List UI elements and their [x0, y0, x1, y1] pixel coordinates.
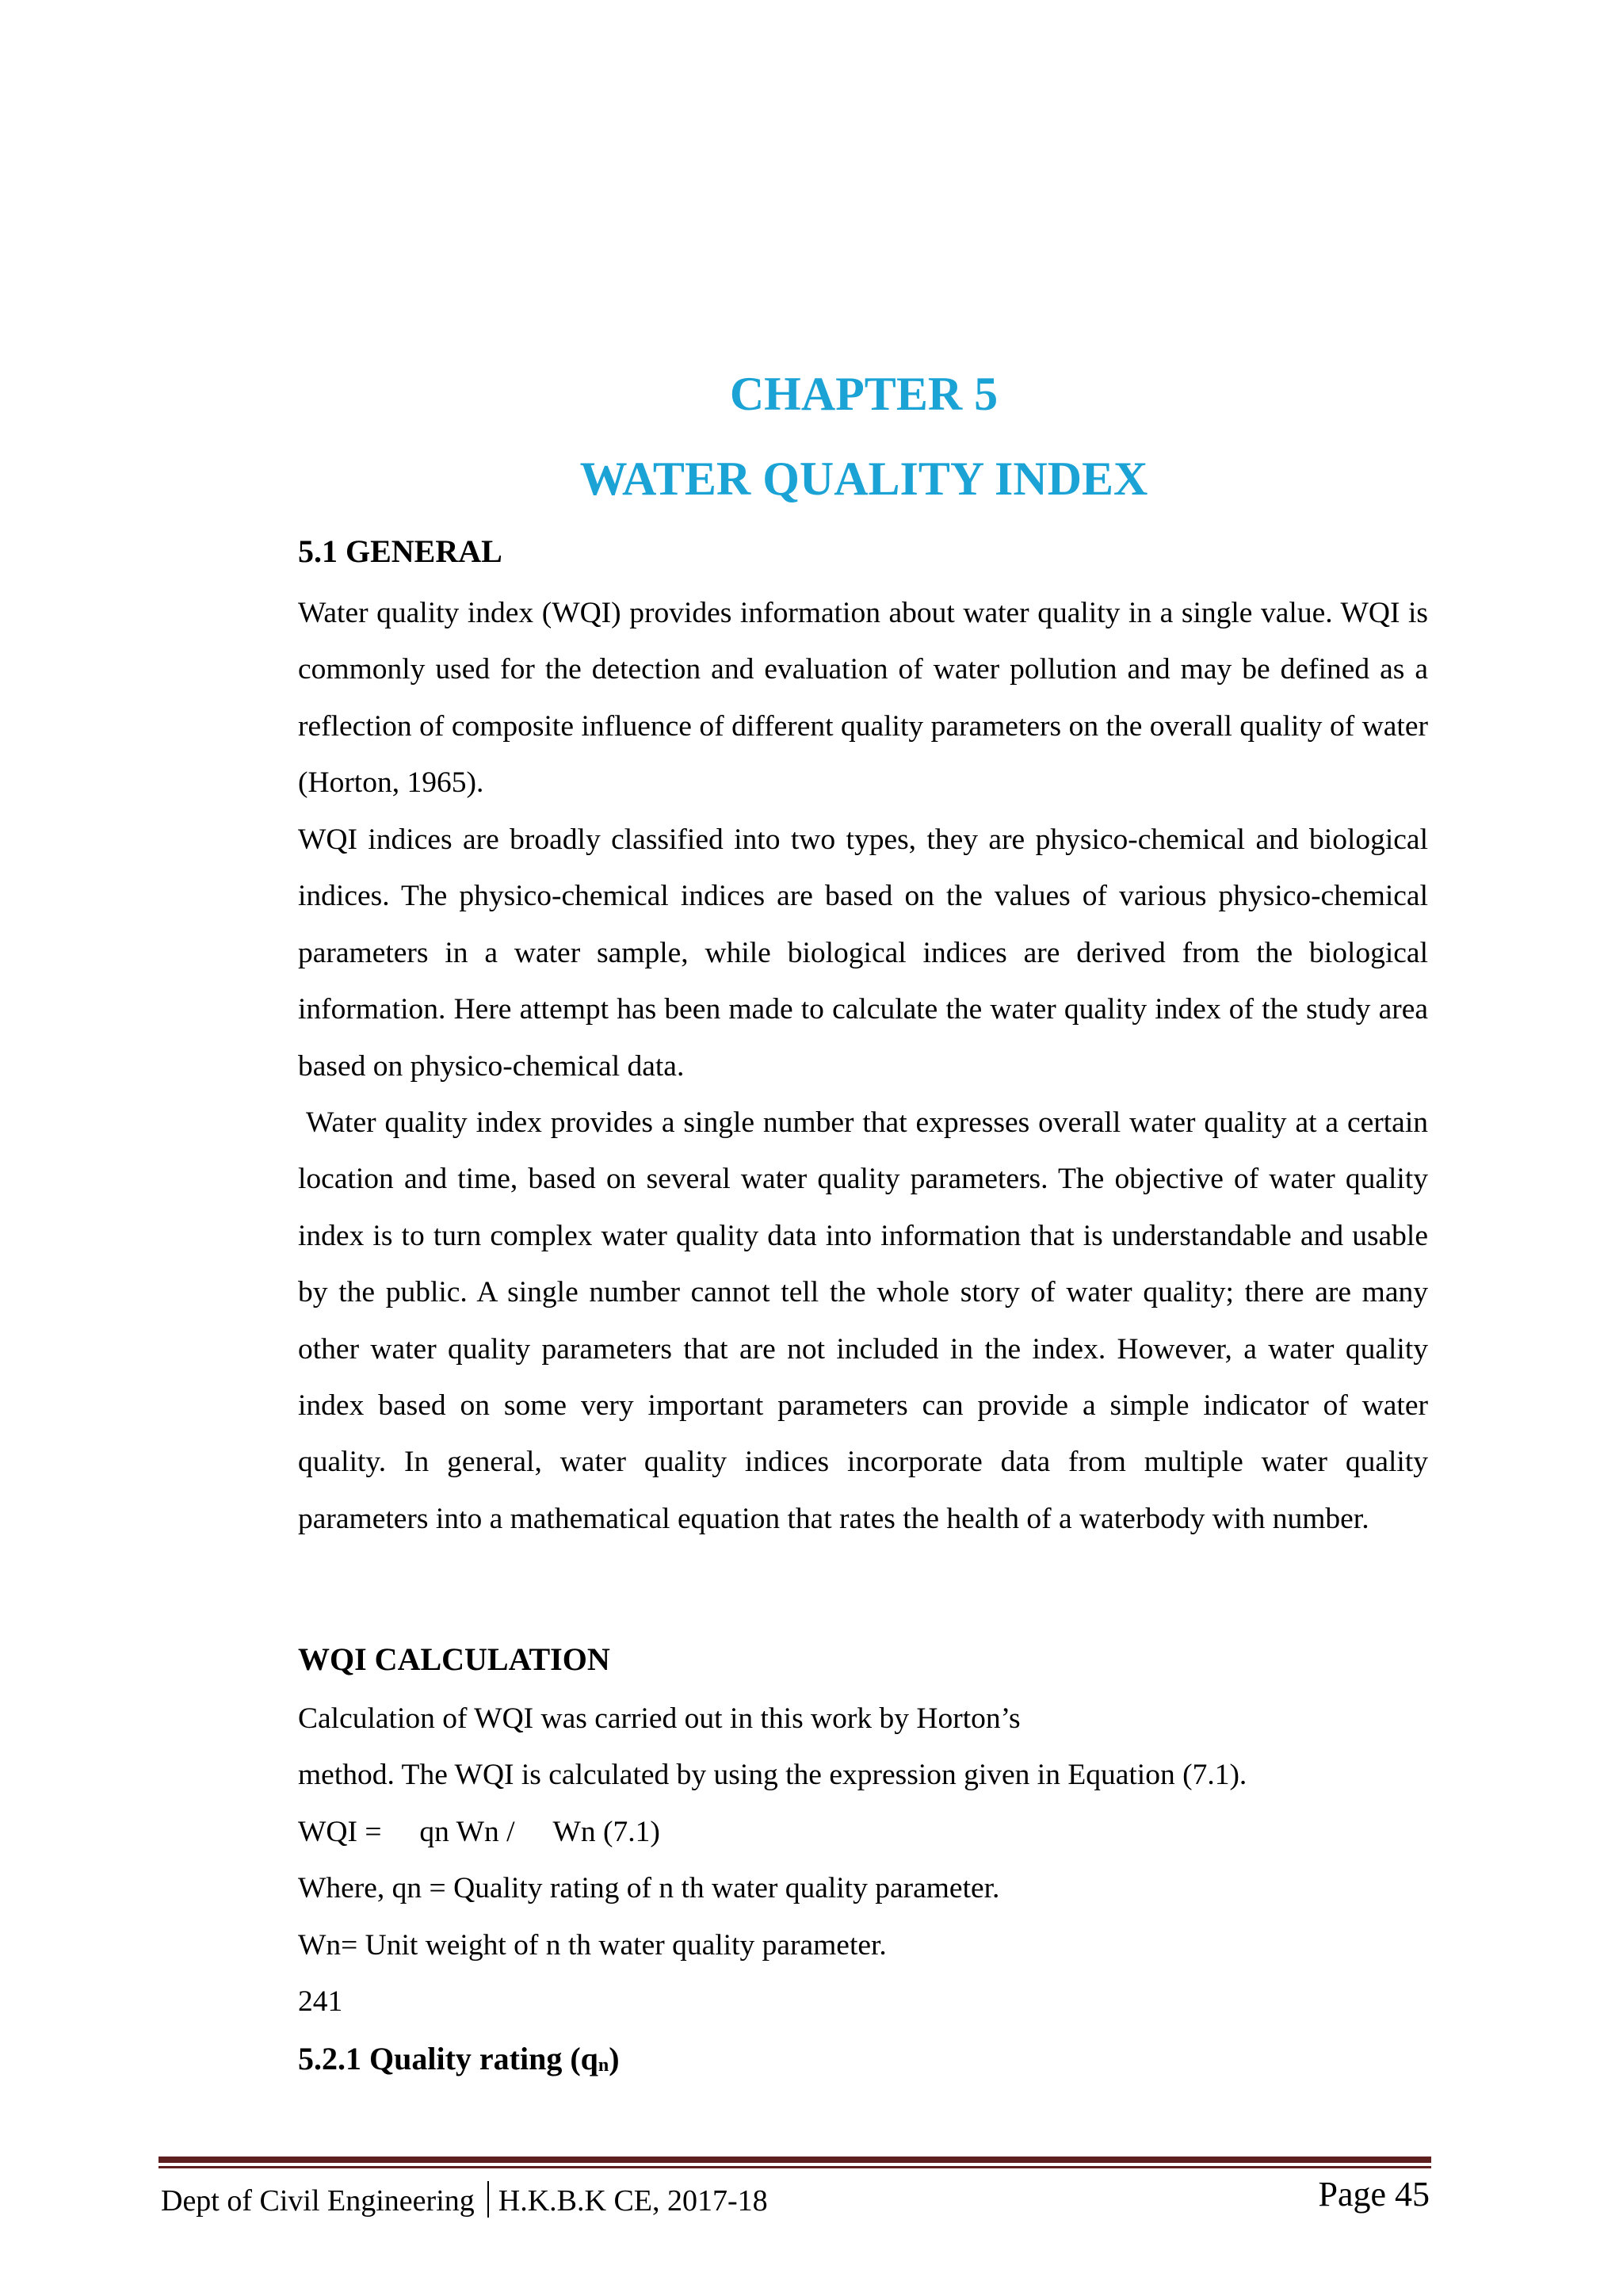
section-heading-wqi-calculation: WQI CALCULATION — [298, 1641, 610, 1677]
calculation-line: Wn= Unit weight of n th water quality parameter. — [298, 1929, 887, 1962]
quality-rating-heading-close: ) — [609, 2041, 620, 2076]
footer-info — [161, 2181, 768, 2218]
calculation-line: Where, qn = Quality rating of n th water quality parameter. — [298, 1872, 1000, 1904]
quality-rating-heading-text: 5.2.1 Quality rating (q — [298, 2041, 598, 2076]
section-heading-general: 5.1 GENERAL — [298, 533, 502, 569]
chapter-number: CHAPTER 5 — [729, 368, 999, 420]
wqi-equation: WQI = qn Wn / Wn (7.1) — [298, 1816, 599, 1848]
calculation-line: Calculation of WQI was carried out in this work by Horton’s — [298, 1702, 1021, 1735]
footer-separator — [487, 2181, 489, 2218]
page-number: Page 45 — [1318, 2175, 1430, 2214]
paragraph-wqi-intro: Water quality index (WQI) provides information about water quality in a single value. WQI is commonly used for the detection and evaluation of water pollution and may be defined as a reflection of composite influence of different quality parameters on the overall quality of water (Horton, 1965). — [298, 597, 1428, 800]
footer-college: H.K.B.K CE, 2017-18 — [498, 2184, 768, 2218]
stray-number: 241 — [298, 1985, 343, 2018]
section-heading-quality-rating — [298, 2043, 620, 2075]
footer-rule-thin — [158, 2166, 1431, 2168]
quality-rating-subscript: n — [598, 2055, 609, 2076]
paragraph-wqi-types: WQI indices are broadly classified into two types, they are physico-chemical and biological indices. The physico-chemical indices are based on the values of various physico-chemical parameters in a water sample, while biological indices are derived from the biological information. Here attempt has been made to calculate the water quality index of the study area based on physico-chemical data. — [298, 823, 1428, 1083]
calculation-line: method. The WQI is calculated by using the expression given in Equation (7.1). — [298, 1759, 1247, 1791]
footer-department: Dept of Civil Engineering — [161, 2184, 475, 2218]
paragraph-wqi-purpose: Water quality index provides a single number that expresses overall water quality at a certain location and time, based on several water quality parameters. The objective of water quality index is to turn complex water quality data into information that is understandable and usable by the public. A single number cannot tell the whole story of water quality; there are many other water quality parameters that are not included in the index. However, a water quality index based on some very important parameters can provide a simple indicator of water quality. In general, water quality indices incorporate data from multiple water quality parameters into a mathematical equation that rates the health of a waterbody with number. — [298, 1106, 1428, 1535]
footer-rule — [158, 2157, 1431, 2163]
chapter-title: WATER QUALITY INDEX — [579, 453, 1148, 505]
